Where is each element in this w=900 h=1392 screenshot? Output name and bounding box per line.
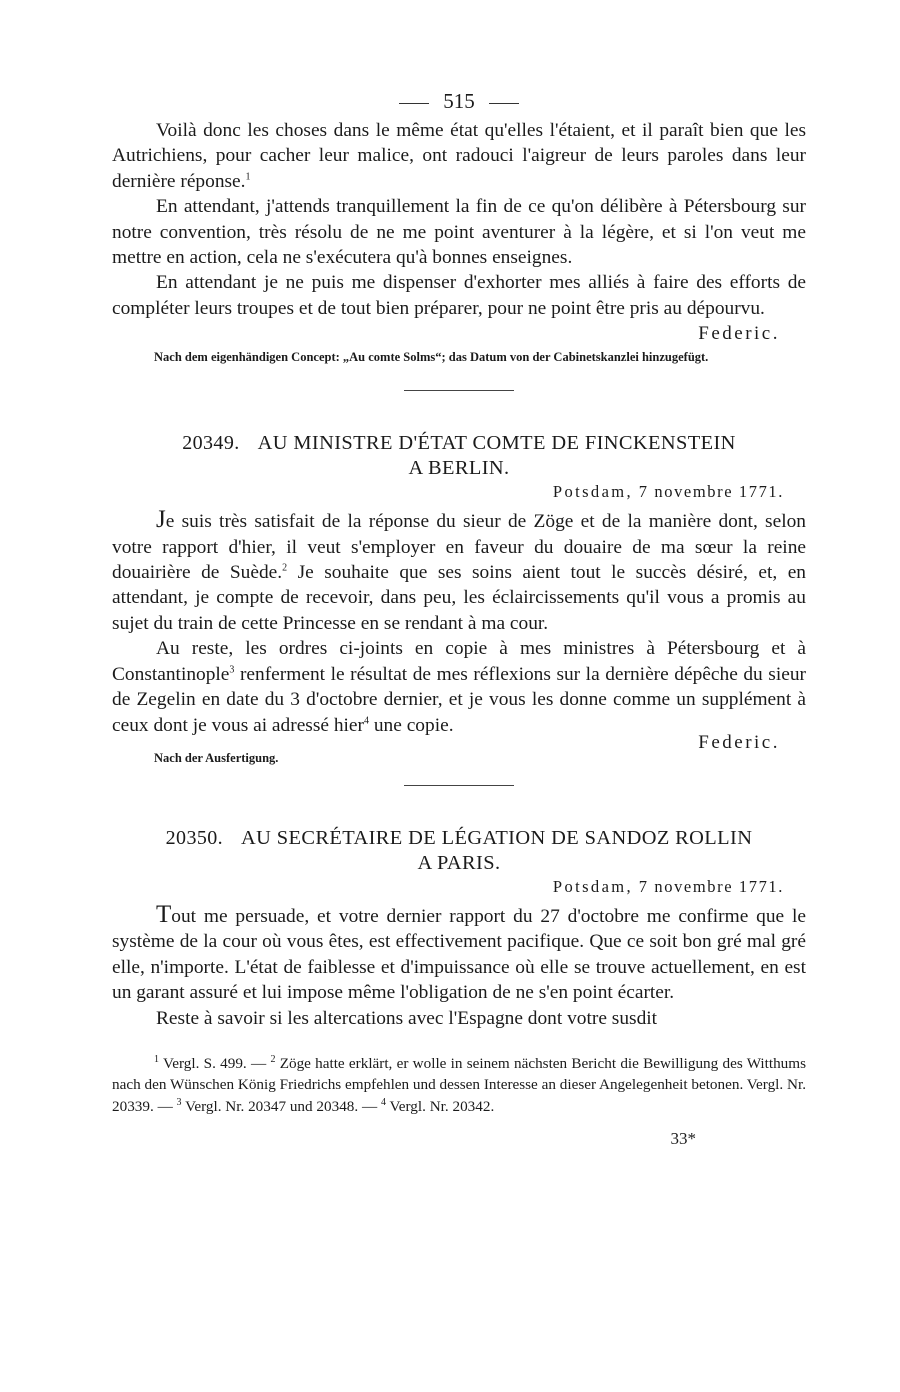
section-divider-1 <box>404 390 514 391</box>
letter-20349-recipient: AU MINISTRE D'ÉTAT COMTE DE FINCKENSTEIN <box>257 432 736 455</box>
footnote-marker-1: 1 <box>154 1053 159 1065</box>
intro-paragraph-1-text: Voilà donc les choses dans le même état qu'elles l'étaient, et il paraît bien que les Autrichiens, pour cacher leur malice, ont radouci l'aigreur de leurs paroles dans leur dernière réponse. <box>112 120 806 192</box>
footnote-3: Vergl. Nr. 20347 und 20348. — <box>185 1097 378 1115</box>
letter-20350-recipient: AU SECRÉTAIRE DE LÉGATION DE SANDOZ ROLLIN <box>241 826 753 849</box>
footnote-1: Vergl. S. 499. — <box>162 1054 267 1072</box>
page-number-dash-left <box>399 103 429 104</box>
intro-paragraph-2: En attendant, j'attends tranquillement la fin de ce qu'on délibère à Pétersbourg sur notre convention, très résolu de ne me point aventurer à la légère, et si l'on veut me mettre en action, cela ne s'exécutera qu'à bonnes enseignes. <box>112 196 806 269</box>
letter-20350-place: Potsdam, <box>552 876 634 896</box>
letter-20350-heading-line1 <box>112 826 806 851</box>
letter-20350-paragraph-1-text: out me persuade, et votre dernier rapport du 27 d'octobre me confirme que le système de la cour où vous êtes, est effectivement pacifique. Que ce soit bon gré mal gré elle, n'importe. L'état de faiblesse et d'impuissance où elle se trouve actuellement, en est un garant assuré et lui impose même l'obligation de ne s'en point écarter. <box>112 905 806 1004</box>
letter-20349-dateline <box>112 481 806 503</box>
letter-20349-heading-line1 <box>112 431 806 456</box>
intro-source-note: Nach dem eigenhändigen Concept: „Au comte Solms“; das Datum von der Cabinetskanzlei hinzugefügt. <box>154 350 709 365</box>
footnote-ref-1: 1 <box>245 171 251 183</box>
intro-paragraph-3: En attendant je ne puis me dispenser d'exhorter mes alliés à faire des efforts de compléter leurs troupes et de tout bien préparer, pour ne point être pris au dépourvu. <box>112 272 806 319</box>
intro-signature: Federic. <box>698 323 780 345</box>
page-number-line <box>112 84 806 118</box>
letter-20350-heading <box>112 826 806 876</box>
letter-20350-dateline <box>112 876 806 898</box>
section-divider-2 <box>404 785 514 786</box>
letter-20349-paragraph-2-text-b: renferment le résultat de mes réflexions sur la dernière dépêche du sieur de Zegelin en date du 3 d'octobre dernier, et je vous les donne comme un supplément à ceux dont je vous ai adressé hier <box>112 663 806 736</box>
letter-20349-heading <box>112 431 806 481</box>
letter-20350-number: 20350. <box>165 826 224 849</box>
page-number: 515 <box>443 89 475 113</box>
book-page <box>112 84 806 1149</box>
letter-20349-signature: Federic. <box>698 731 780 753</box>
letter-20349-place: Potsdam, <box>552 482 634 502</box>
letter-20349-date: 7 novembre 1771. <box>638 482 784 502</box>
letter-20349-paragraph-2-text-c: une copie. <box>373 714 454 736</box>
letter-20349-source-note: Nach der Ausfertigung. <box>154 750 279 765</box>
page-number-dash-right <box>489 103 519 104</box>
letter-20349-paragraph-1-text-a: e suis très satisfait de la réponse du sieur de Zöge et de la manière dont, selon votre rapport d'hier, il veut s'employer en faveur du douaire de ma sœur la reine douairière de Suède. <box>112 511 806 584</box>
footnote-marker-2: 2 <box>270 1053 276 1065</box>
letter-20350-destination: A PARIS. <box>417 851 501 874</box>
letter-20349-number: 20349. <box>182 432 240 455</box>
letter-20349-paragraph-1 <box>112 507 806 636</box>
letter-20349-paragraph-2 <box>112 636 806 738</box>
letter-20349-destination: A BERLIN. <box>408 457 510 480</box>
footnote-4: Vergl. Nr. 20342. <box>389 1097 495 1115</box>
letter-20349-dropcap: J <box>156 506 166 534</box>
intro-paragraph-1 <box>112 118 806 194</box>
footnote-ref-4: 4 <box>364 715 369 727</box>
letter-20349-paragraph-2-text-a: Au reste, les ordres ci-joints en copie à mes ministres à Pétersbourg et à Constantinople <box>112 638 806 685</box>
letter-20350-date: 7 novembre 1771. <box>638 876 784 896</box>
footnote-ref-3: 3 <box>229 664 235 676</box>
footnote-2: Zöge hatte erklärt, er wolle in seinem nächsten Bericht die Bewilligung des Witthums nach den Wünschen König Friedrichs empfehlen und dessen Interesse an dieser Angelegenheit betonen. Vergl. Nr. 20339. — <box>112 1054 807 1115</box>
footnote-marker-4: 4 <box>380 1096 386 1108</box>
letter-20349-paragraph-1-text-b: Je souhaite que ses soins aient tout le succès désiré, et, en attendant, je compte de recevoir, dans peu, les éclaircissements qu'il vous a promis au sujet du train de cette Princesse en se rendant à ma cour. <box>112 562 806 634</box>
letter-20350-paragraph-2: Reste à savoir si les altercations avec l'Espagne dont votre susdit <box>156 1007 658 1029</box>
footnotes <box>112 1053 806 1118</box>
footnote-marker-3: 3 <box>176 1096 182 1108</box>
sheet-signature: 33* <box>670 1129 696 1149</box>
letter-20350-paragraph-1 <box>112 902 806 1006</box>
letter-20350-dropcap: T <box>156 900 172 928</box>
footnote-ref-2: 2 <box>282 562 288 574</box>
